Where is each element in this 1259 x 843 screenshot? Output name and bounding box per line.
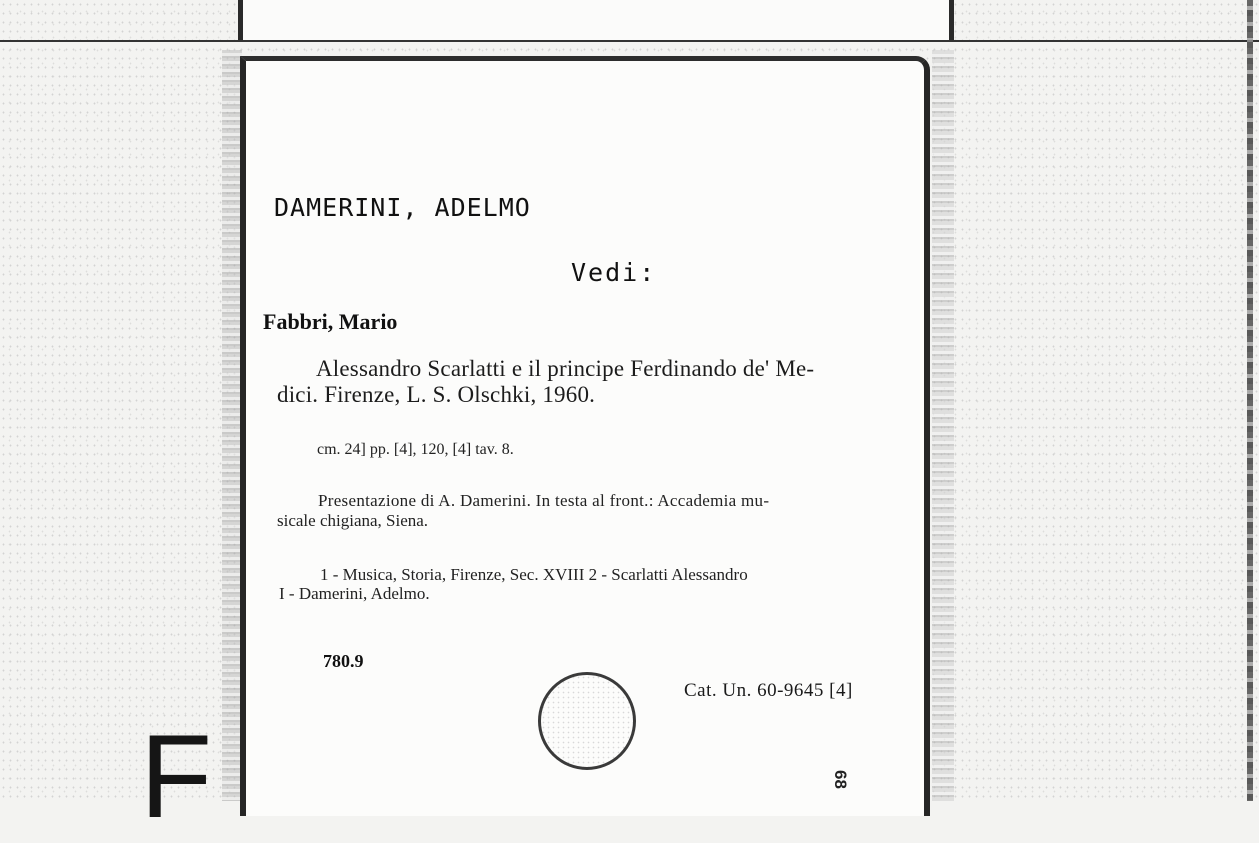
title-line-1: Alessandro Scarlatti e il principe Ferdinando de' Me- [316, 356, 815, 381]
author-name: Fabbri, Mario [263, 309, 398, 334]
catalog-number: Cat. Un. 60-9645 [4] [684, 680, 853, 701]
note-line-2: sicale chigiana, Siena. [277, 511, 429, 530]
subjects-line-1: 1 - Musica, Storia, Firenze, Sec. XVIII 2 - Scarlatti Alessandro [320, 565, 748, 584]
class-number: 780.9 [323, 651, 364, 671]
margin-letter: F [140, 711, 213, 843]
title-line-2: dici. Firenze, L. S. Olschki, 1960. [277, 382, 596, 407]
note-line-1: Presentazione di A. Damerini. In testa al front.: Accademia mu- [318, 491, 770, 510]
next-card-edge [1247, 0, 1253, 801]
card-divider-line [0, 40, 1259, 42]
card-heading: DAMERINI, ADELMO [274, 193, 531, 222]
previous-card-edge [238, 0, 954, 41]
subjects-line-2: I - Damerini, Adelmo. [279, 584, 430, 603]
see-reference-label: Vedi: [571, 258, 657, 287]
card-left-shadow [222, 50, 242, 801]
card-right-shadow [932, 50, 954, 801]
side-number: 68 [831, 770, 850, 789]
collation: cm. 24] pp. [4], 120, [4] tav. 8. [317, 441, 514, 458]
punch-hole [538, 672, 636, 770]
